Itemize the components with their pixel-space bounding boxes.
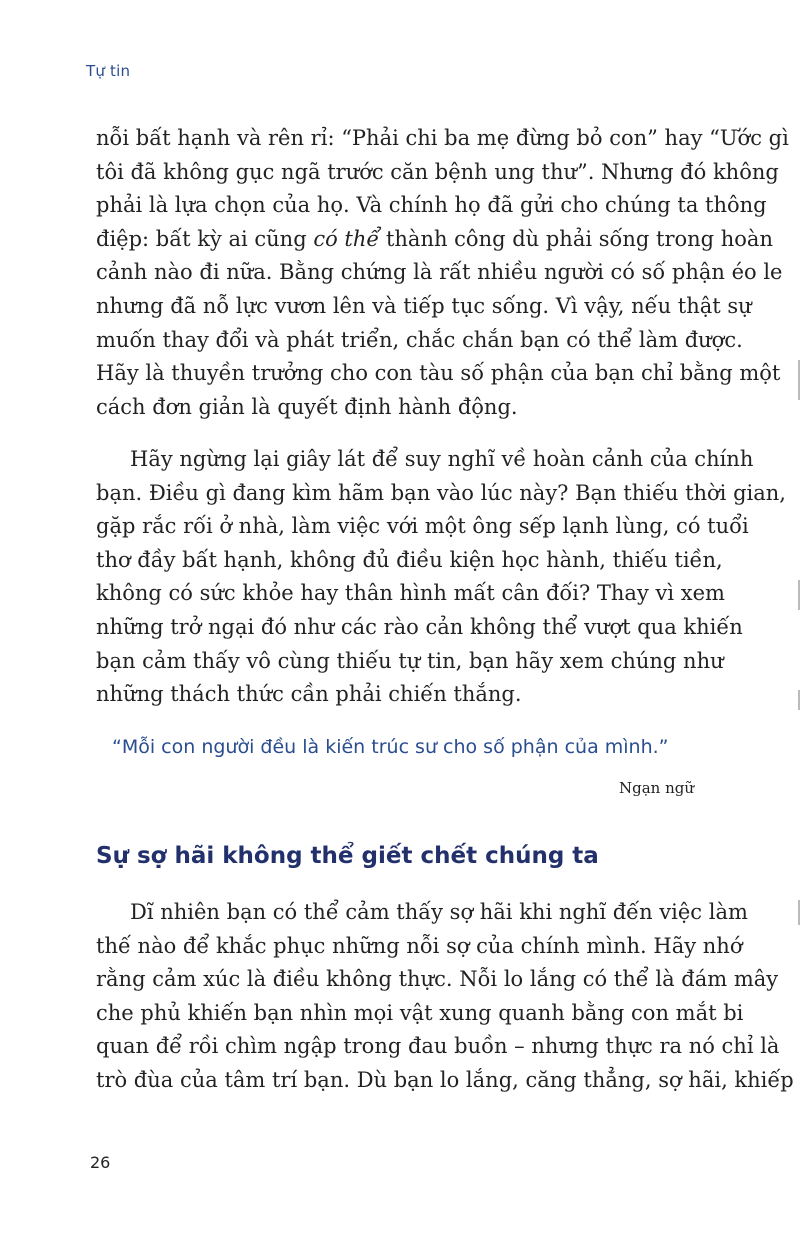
text-line: tôi đã không gục ngã trước căn bệnh ung thư”. Nhưng đó không: [96, 159, 779, 184]
body-paragraph-3: [96, 896, 794, 1098]
emphasis-text: có thể: [313, 226, 380, 251]
running-header: Tự tin: [86, 62, 131, 80]
text-line: bạn cảm thấy vô cùng thiếu tự tin, bạn hãy xem chúng như: [96, 648, 724, 673]
text-line: những trở ngại đó như các rào cản không thể vượt qua khiến: [96, 614, 743, 639]
text-line: [96, 223, 773, 257]
text-line: muốn thay đổi và phát triển, chắc chắn bạn có thể làm được.: [96, 327, 743, 352]
text-line: phải là lựa chọn của họ. Và chính họ đã gửi cho chúng ta thông: [96, 193, 767, 218]
text-line: cảnh nào đi nữa. Bằng chứng là rất nhiều người có số phận éo le: [96, 260, 783, 285]
text-line: nhưng đã nỗ lực vươn lên và tiếp tục sống. Vì vậy, nếu thật sự: [96, 293, 752, 318]
text-line: những thách thức cần phải chiến thắng.: [96, 682, 522, 707]
pull-quote: “Mỗi con người đều là kiến trúc sư cho số phận của mình.”: [112, 736, 669, 758]
page-number: 26: [90, 1153, 111, 1172]
text-segment: điệp: bất kỳ ai cũng: [96, 226, 314, 251]
text-line: gặp rắc rối ở nhà, làm việc với một ông sếp lạnh lùng, có tuổi: [96, 514, 749, 539]
body-paragraph-1: [96, 122, 789, 424]
text-segment: thành công dù phải sống trong hoàn: [379, 226, 773, 251]
quote-attribution: Ngạn ngữ: [618, 779, 694, 797]
text-line: rằng cảm xúc là điều không thực. Nỗi lo lắng có thể là đám mây: [96, 967, 779, 992]
text-line: Hãy ngừng lại giây lát để suy nghĩ về hoàn cảnh của chính: [130, 447, 754, 471]
text-line: thơ đầy bất hạnh, không đủ điều kiện học hành, thiếu tiền,: [96, 547, 723, 572]
text-line: quan để rồi chìm ngập trong đau buồn – nhưng thực ra nó chỉ là: [96, 1034, 780, 1059]
body-paragraph-2: [96, 443, 786, 712]
text-line: trò đùa của tâm trí bạn. Dù bạn lo lắng, căng thẳng, sợ hãi, khiếp: [96, 1067, 794, 1092]
text-line: Hãy là thuyền trưởng cho con tàu số phận của bạn chỉ bằng một: [96, 361, 781, 386]
text-line: Dĩ nhiên bạn có thể cảm thấy sợ hãi khi nghĩ đến việc làm: [130, 900, 748, 924]
text-line: nỗi bất hạnh và rên rỉ: “Phải chi ba mẹ đừng bỏ con” hay “Ước gì: [96, 126, 789, 150]
text-line: che phủ khiến bạn nhìn mọi vật xung quanh bằng con mắt bi: [96, 1000, 744, 1025]
text-line: thế nào để khắc phục những nỗi sợ của chính mình. Hãy nhớ: [96, 933, 743, 958]
text-line: không có sức khỏe hay thân hình mất cân đối? Thay vì xem: [96, 581, 725, 606]
text-line: cách đơn giản là quyết định hành động.: [96, 394, 518, 419]
text-line: bạn. Điều gì đang kìm hãm bạn vào lúc này? Bạn thiếu thời gian,: [96, 480, 786, 505]
section-heading: Sự sợ hãi không thể giết chết chúng ta: [96, 843, 599, 869]
